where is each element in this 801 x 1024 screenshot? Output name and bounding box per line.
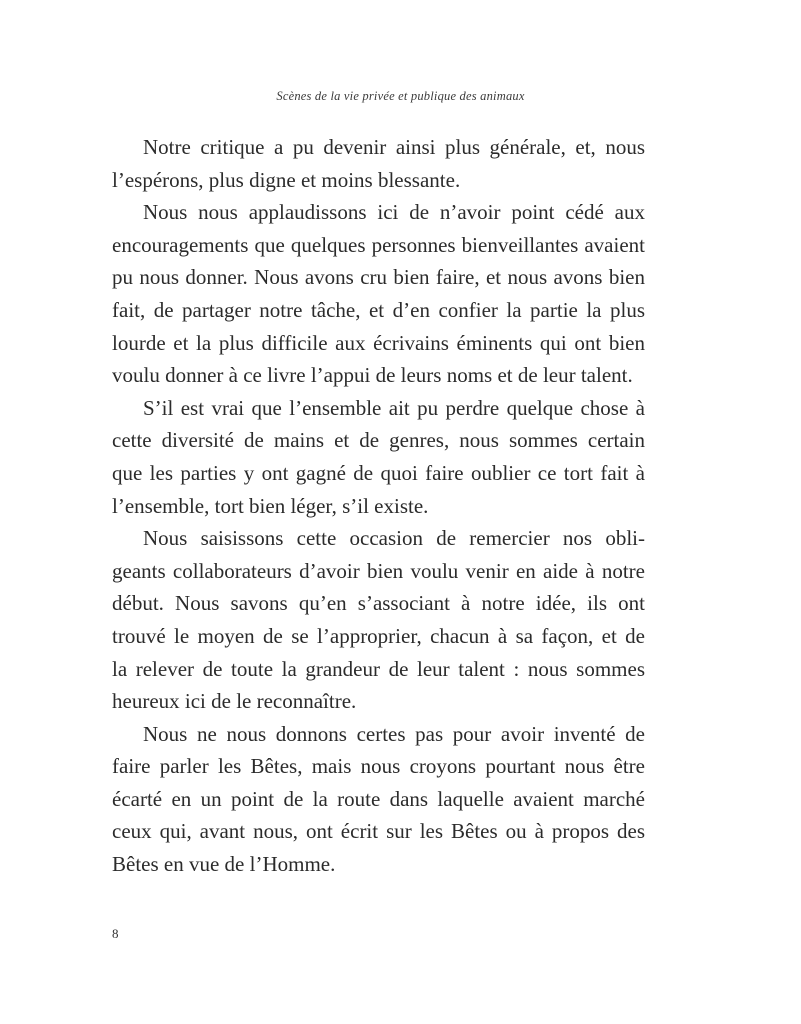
text-line: geants collaborateurs d’avoir bien voulu venir en aide à notre: [112, 558, 645, 583]
text-line: Nous ne nous donnons certes pas pour avoir inventé de: [143, 721, 645, 746]
text-line: trouvé le moyen de se l’approprier, chacun à sa façon, et de: [112, 623, 645, 648]
text-line: cette diversité de mains et de genres, nous sommes certain: [112, 428, 645, 453]
text-line: Notre critique a pu devenir ainsi plus générale, et, nous: [143, 135, 645, 159]
paragraph: [112, 392, 645, 522]
text-line: début. Nous savons qu’en s’associant à notre idée, ils ont: [112, 591, 645, 616]
text-line: l’espérons, plus digne et moins blessante.: [112, 167, 461, 192]
text-line: lourde et la plus difficile aux écrivains éminents qui ont bien: [112, 330, 645, 355]
paragraph: [112, 718, 645, 881]
text-line: voulu donner à ce livre l’appui de leurs noms et de leur talent.: [112, 363, 633, 388]
running-head: Scènes de la vie privée et publique des animaux: [276, 89, 525, 103]
text-line: fait, de partager notre tâche, et d’en confier la partie la plus: [112, 297, 645, 322]
text-line: faire parler les Bêtes, mais nous croyons pourtant nous être: [112, 754, 645, 779]
text-line: Nous saisissons cette occasion de remercier nos obli-: [143, 526, 645, 551]
text-line: écarté en un point de la route dans laquelle avaient marché: [112, 786, 645, 811]
text-line: ceux qui, avant nous, ont écrit sur les Bêtes ou à propos des: [112, 819, 645, 844]
page-number: 8: [112, 926, 119, 941]
text-line: que les parties y ont gagné de quoi faire oublier ce tort fait à: [112, 460, 645, 485]
paragraph: [112, 131, 645, 196]
text-line: pu nous donner. Nous avons cru bien faire, et nous avons bien: [112, 265, 645, 290]
paragraph: [112, 196, 645, 392]
text-line: la relever de toute la grandeur de leur talent : nous sommes: [112, 656, 645, 681]
paragraph: [112, 522, 645, 718]
text-line: l’ensemble, tort bien léger, s’il existe.: [112, 493, 429, 518]
body-text: [112, 131, 645, 881]
text-line: S’il est vrai que l’ensemble ait pu perdre quelque chose à: [143, 395, 645, 420]
text-line: heureux ici de le reconnaître.: [112, 689, 357, 714]
text-line: Nous nous applaudissons ici de n’avoir point cédé aux: [143, 200, 645, 225]
text-line: encouragements que quelques personnes bienveillantes avaient: [112, 232, 645, 257]
text-line: Bêtes en vue de l’Homme.: [112, 852, 336, 877]
